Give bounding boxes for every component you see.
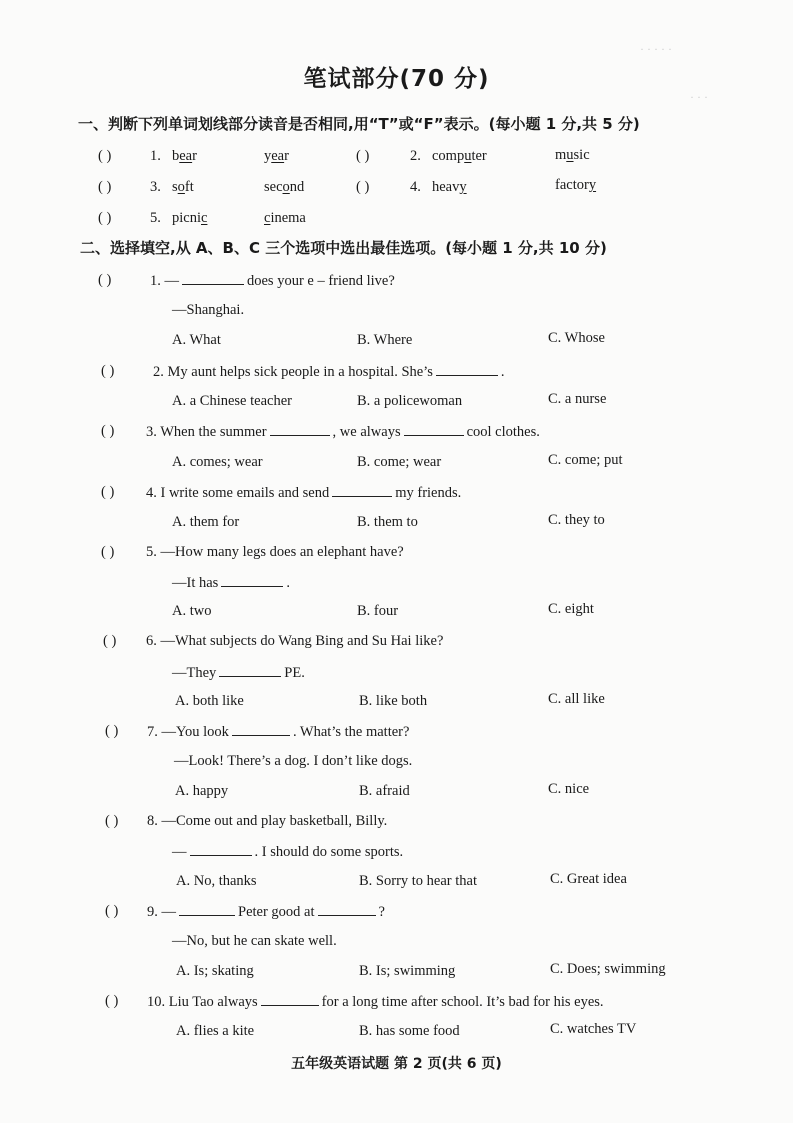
q7-reply: —Look! There’s a dog. I don’t like dogs. <box>174 753 413 769</box>
q9-option-b[interactable]: B. Is; swimming <box>359 963 456 979</box>
q2-blank[interactable] <box>436 363 498 376</box>
s1-item-5-paren[interactable]: ( ) <box>98 210 112 226</box>
q1-option-b[interactable]: B. Where <box>357 332 413 348</box>
s1-item-5-num: 5. <box>150 210 161 226</box>
q1-blank[interactable] <box>182 272 244 285</box>
q4-option-c[interactable]: C. they to <box>548 512 605 528</box>
q9-option-a[interactable]: A. Is; skating <box>176 963 254 979</box>
bleed-through-mark: · · · <box>690 90 708 104</box>
q1-answer-paren[interactable]: ( ) <box>98 272 112 288</box>
s1-item-4-paren[interactable]: ( ) <box>356 179 370 195</box>
q5-option-c[interactable]: C. eight <box>548 601 594 617</box>
q9-blank-2[interactable] <box>318 903 376 916</box>
q5-answer-paren[interactable]: ( ) <box>101 544 115 560</box>
q4-option-a[interactable]: A. them for <box>172 514 240 530</box>
q9-blank-1[interactable] <box>179 903 235 916</box>
q5-reply: —It has . <box>172 575 290 591</box>
q6-option-c[interactable]: C. all like <box>548 691 605 707</box>
q2-option-a[interactable]: A. a Chinese teacher <box>172 393 292 409</box>
q5-blank[interactable] <box>221 574 283 587</box>
q2-option-b[interactable]: B. a policewoman <box>357 393 463 409</box>
q1-option-c[interactable]: C. Whose <box>548 330 605 346</box>
q8-option-a[interactable]: A. No, thanks <box>176 873 257 889</box>
s1-item-4-word2: factory <box>555 177 597 193</box>
q8-option-b[interactable]: B. Sorry to hear that <box>359 873 477 889</box>
s1-item-1-word1: bear <box>172 148 197 164</box>
q10-answer-paren[interactable]: ( ) <box>105 993 119 1009</box>
q5-stem: 5. —How many legs does an elephant have? <box>146 544 404 560</box>
section1-heading: 一、判断下列单词划线部分读音是否相同,用“T”或“F”表示。(每小题 1 分,共 5 分) <box>78 115 640 133</box>
q10-option-c[interactable]: C. watches TV <box>550 1021 637 1037</box>
q3-option-b[interactable]: B. come; wear <box>357 454 442 470</box>
s1-item-3-word2: second <box>264 179 305 195</box>
s1-item-5-word1: picnic <box>172 210 208 226</box>
s1-item-2-word2: music <box>555 147 590 163</box>
q7-stem: 7. —You look . What’s the matter? <box>147 724 410 740</box>
s1-item-1-word2: year <box>264 148 289 164</box>
q10-option-b[interactable]: B. has some food <box>359 1023 460 1039</box>
q8-stem: 8. —Come out and play basketball, Billy. <box>147 813 388 829</box>
bleed-through-mark: · · · · · <box>640 42 672 56</box>
q6-reply: —They PE. <box>172 665 305 681</box>
q8-blank[interactable] <box>190 843 252 856</box>
q3-blank-1[interactable] <box>270 423 330 436</box>
q9-option-c[interactable]: C. Does; swimming <box>550 961 666 977</box>
q7-option-a[interactable]: A. happy <box>175 783 229 799</box>
s1-item-3-num: 3. <box>150 179 161 195</box>
q9-reply: —No, but he can skate well. <box>172 933 337 949</box>
q3-blank-2[interactable] <box>404 423 464 436</box>
s1-item-3-paren[interactable]: ( ) <box>98 179 112 195</box>
q9-answer-paren[interactable]: ( ) <box>105 903 119 919</box>
s1-item-1-num: 1. <box>150 148 161 164</box>
q10-option-a[interactable]: A. flies a kite <box>176 1023 255 1039</box>
q7-blank[interactable] <box>232 723 290 736</box>
q4-answer-paren[interactable]: ( ) <box>101 484 115 500</box>
q6-option-a[interactable]: A. both like <box>175 693 244 709</box>
page-footer: 五年级英语试题 第 2 页(共 6 页) <box>291 1056 502 1072</box>
q10-stem: 10. Liu Tao always for a long time after school. It’s bad for his eyes. <box>147 994 604 1010</box>
q2-answer-paren[interactable]: ( ) <box>101 363 115 379</box>
q9-stem: 9. — Peter good at ? <box>147 904 385 920</box>
q8-answer-paren[interactable]: ( ) <box>105 813 119 829</box>
s1-item-1-paren[interactable]: ( ) <box>98 148 112 164</box>
q3-stem: 3. When the summer , we always cool clothes. <box>146 424 540 440</box>
q6-option-b[interactable]: B. like both <box>359 693 428 709</box>
s1-item-4-num: 4. <box>410 179 421 195</box>
q6-answer-paren[interactable]: ( ) <box>103 633 117 649</box>
q3-option-a[interactable]: A. comes; wear <box>172 454 263 470</box>
q3-answer-paren[interactable]: ( ) <box>101 423 115 439</box>
q4-blank[interactable] <box>332 484 392 497</box>
q4-stem: 4. I write some emails and send my friends. <box>146 485 462 501</box>
s1-item-2-num: 2. <box>410 148 421 164</box>
q7-option-c[interactable]: C. nice <box>548 781 590 797</box>
q2-option-c[interactable]: C. a nurse <box>548 391 607 407</box>
s1-item-5-word2: cinema <box>264 210 306 226</box>
section2-heading: 二、选择填空,从 A、B、C 三个选项中选出最佳选项。(每小题 1 分,共 10 分) <box>80 239 607 257</box>
s1-item-2-paren[interactable]: ( ) <box>356 148 370 164</box>
q6-stem: 6. —What subjects do Wang Bing and Su Hai like? <box>146 633 444 649</box>
s1-item-3-word1: soft <box>172 179 194 195</box>
q6-blank[interactable] <box>219 664 281 677</box>
s1-item-4-word1: heavy <box>432 179 467 195</box>
q1-reply: —Shanghai. <box>172 302 245 318</box>
q2-stem: 2. My aunt helps sick people in a hospital. She’s . <box>153 364 505 380</box>
q3-option-c[interactable]: C. come; put <box>548 452 623 468</box>
q5-option-a[interactable]: A. two <box>172 603 212 619</box>
page-title: 笔试部分(70 分) <box>303 66 490 92</box>
q5-option-b[interactable]: B. four <box>357 603 399 619</box>
q7-answer-paren[interactable]: ( ) <box>105 723 119 739</box>
q8-reply: — . I should do some sports. <box>172 844 404 860</box>
q1-stem: 1. — does your e – friend live? <box>150 273 395 289</box>
q1-option-a[interactable]: A. What <box>172 332 221 348</box>
s1-item-2-word1: computer <box>432 148 487 164</box>
q8-option-c[interactable]: C. Great idea <box>550 871 627 887</box>
q10-blank[interactable] <box>261 993 319 1006</box>
q7-option-b[interactable]: B. afraid <box>359 783 410 799</box>
q4-option-b[interactable]: B. them to <box>357 514 418 530</box>
